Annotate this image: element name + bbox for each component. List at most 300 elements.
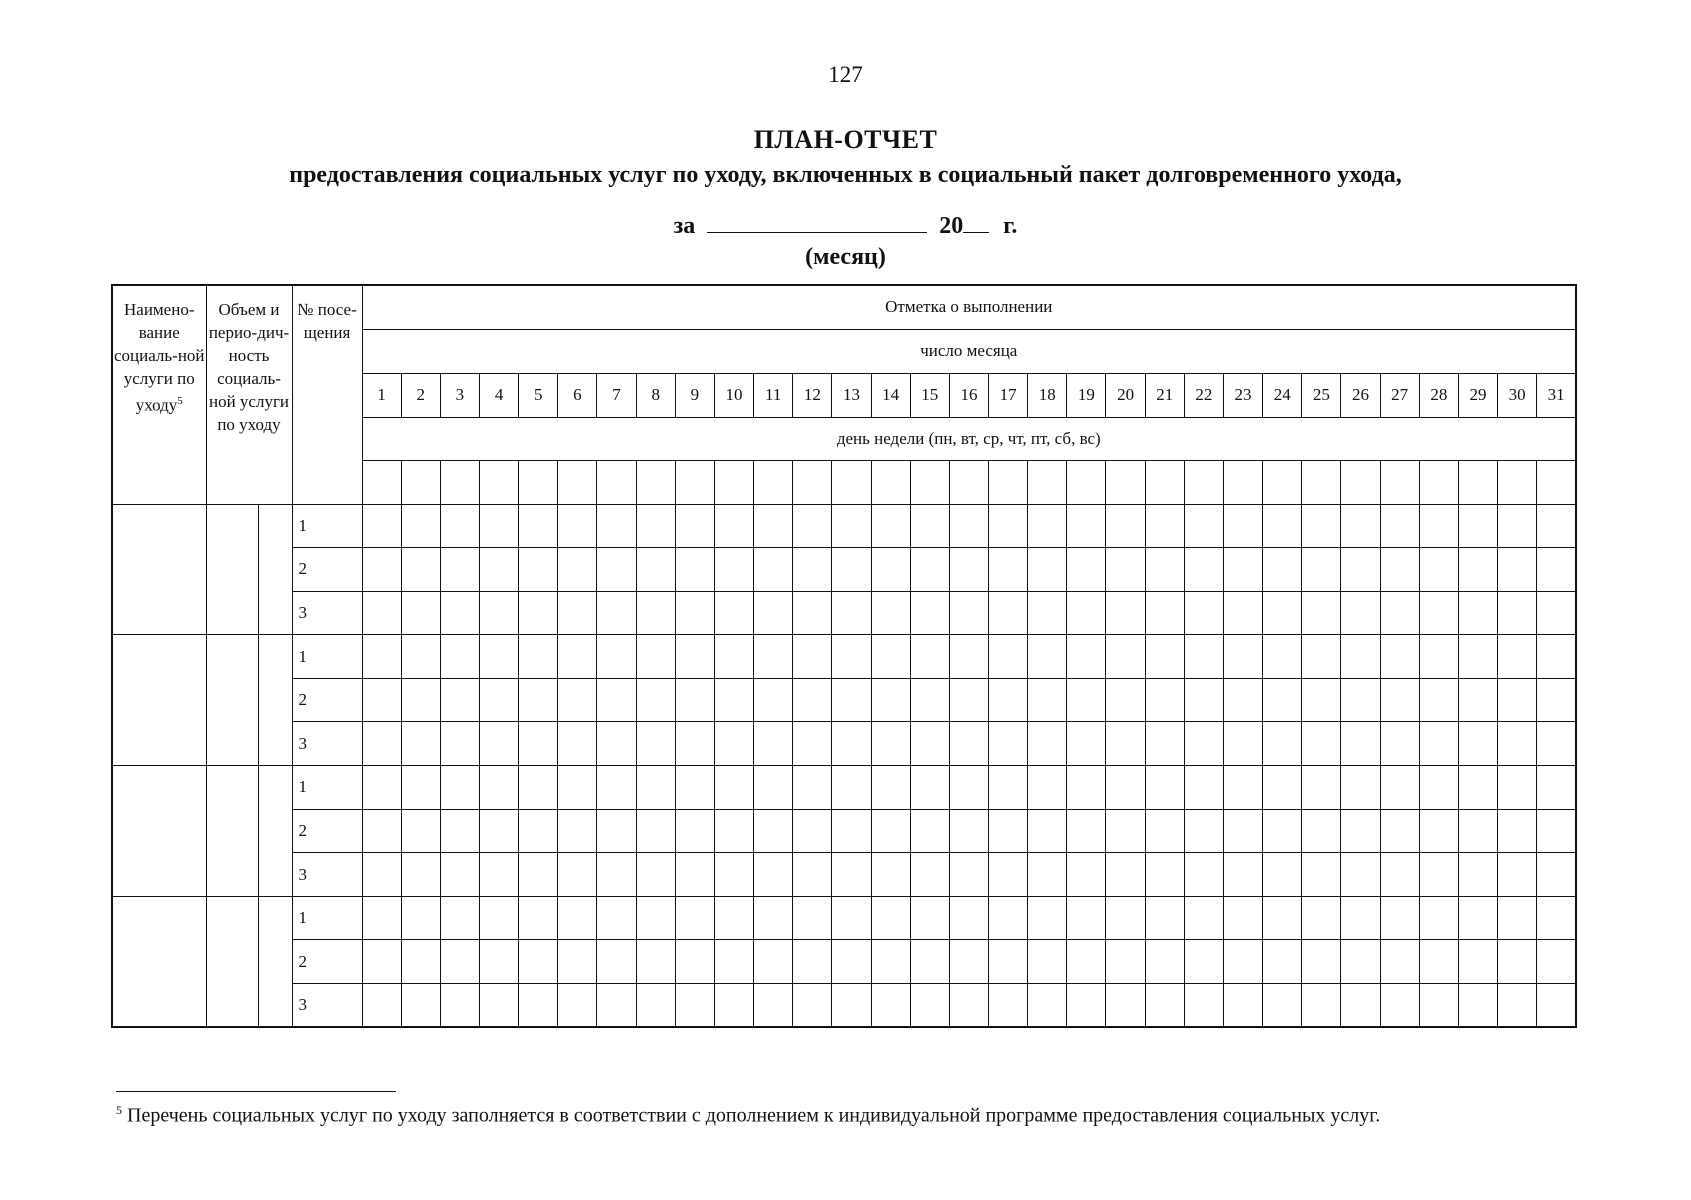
mark-cell[interactable] xyxy=(636,896,675,940)
mark-cell[interactable] xyxy=(1380,766,1419,810)
mark-cell[interactable] xyxy=(519,678,558,722)
mark-cell[interactable] xyxy=(1263,635,1302,679)
mark-cell[interactable] xyxy=(714,853,753,897)
volume-cell[interactable] xyxy=(206,896,258,1027)
mark-cell[interactable] xyxy=(910,940,949,984)
mark-cell[interactable] xyxy=(754,678,793,722)
mark-cell[interactable] xyxy=(1341,548,1380,592)
mark-cell[interactable] xyxy=(832,853,871,897)
mark-cell[interactable] xyxy=(1302,940,1341,984)
mark-cell[interactable] xyxy=(714,548,753,592)
mark-cell[interactable] xyxy=(754,591,793,635)
mark-cell[interactable] xyxy=(597,809,636,853)
mark-cell[interactable] xyxy=(1458,984,1497,1028)
mark-cell[interactable] xyxy=(1458,766,1497,810)
mark-cell[interactable] xyxy=(793,504,832,548)
mark-cell[interactable] xyxy=(1380,809,1419,853)
mark-cell[interactable] xyxy=(558,940,597,984)
mark-cell[interactable] xyxy=(832,984,871,1028)
mark-cell[interactable] xyxy=(1067,678,1106,722)
mark-cell[interactable] xyxy=(558,504,597,548)
mark-cell[interactable] xyxy=(1106,591,1145,635)
mark-cell[interactable] xyxy=(949,809,988,853)
mark-cell[interactable] xyxy=(362,591,401,635)
service-name-cell[interactable] xyxy=(112,766,206,897)
mark-cell[interactable] xyxy=(1263,591,1302,635)
mark-cell[interactable] xyxy=(1537,548,1576,592)
mark-cell[interactable] xyxy=(1341,678,1380,722)
mark-cell[interactable] xyxy=(1419,722,1458,766)
mark-cell[interactable] xyxy=(1145,940,1184,984)
mark-cell[interactable] xyxy=(1223,896,1262,940)
service-name-cell[interactable] xyxy=(112,635,206,766)
mark-cell[interactable] xyxy=(636,809,675,853)
mark-cell[interactable] xyxy=(832,766,871,810)
mark-cell[interactable] xyxy=(1419,548,1458,592)
mark-cell[interactable] xyxy=(871,809,910,853)
mark-cell[interactable] xyxy=(1537,853,1576,897)
mark-cell[interactable] xyxy=(1380,591,1419,635)
mark-cell[interactable] xyxy=(1263,984,1302,1028)
mark-cell[interactable] xyxy=(1419,984,1458,1028)
mark-cell[interactable] xyxy=(519,766,558,810)
mark-cell[interactable] xyxy=(1106,635,1145,679)
mark-cell[interactable] xyxy=(989,766,1028,810)
mark-cell[interactable] xyxy=(558,809,597,853)
mark-cell[interactable] xyxy=(871,504,910,548)
mark-cell[interactable] xyxy=(1380,896,1419,940)
mark-cell[interactable] xyxy=(1028,635,1067,679)
mark-cell[interactable] xyxy=(558,984,597,1028)
weekday-cell-25[interactable] xyxy=(1302,460,1341,504)
mark-cell[interactable] xyxy=(440,940,479,984)
weekday-cell-9[interactable] xyxy=(675,460,714,504)
mark-cell[interactable] xyxy=(401,635,440,679)
mark-cell[interactable] xyxy=(479,504,518,548)
weekday-cell-18[interactable] xyxy=(1028,460,1067,504)
mark-cell[interactable] xyxy=(401,722,440,766)
mark-cell[interactable] xyxy=(989,591,1028,635)
mark-cell[interactable] xyxy=(675,766,714,810)
mark-cell[interactable] xyxy=(714,766,753,810)
mark-cell[interactable] xyxy=(949,504,988,548)
mark-cell[interactable] xyxy=(519,984,558,1028)
mark-cell[interactable] xyxy=(910,896,949,940)
mark-cell[interactable] xyxy=(1380,548,1419,592)
mark-cell[interactable] xyxy=(1223,853,1262,897)
mark-cell[interactable] xyxy=(871,984,910,1028)
mark-cell[interactable] xyxy=(1263,809,1302,853)
mark-cell[interactable] xyxy=(519,896,558,940)
mark-cell[interactable] xyxy=(675,548,714,592)
mark-cell[interactable] xyxy=(1498,548,1537,592)
mark-cell[interactable] xyxy=(754,940,793,984)
mark-cell[interactable] xyxy=(479,853,518,897)
mark-cell[interactable] xyxy=(793,896,832,940)
mark-cell[interactable] xyxy=(1302,504,1341,548)
mark-cell[interactable] xyxy=(1184,722,1223,766)
mark-cell[interactable] xyxy=(675,853,714,897)
mark-cell[interactable] xyxy=(1184,591,1223,635)
mark-cell[interactable] xyxy=(1028,984,1067,1028)
mark-cell[interactable] xyxy=(675,591,714,635)
mark-cell[interactable] xyxy=(401,678,440,722)
mark-cell[interactable] xyxy=(714,722,753,766)
mark-cell[interactable] xyxy=(1067,722,1106,766)
mark-cell[interactable] xyxy=(793,940,832,984)
mark-cell[interactable] xyxy=(1184,809,1223,853)
mark-cell[interactable] xyxy=(1537,722,1576,766)
mark-cell[interactable] xyxy=(832,591,871,635)
weekday-cell-23[interactable] xyxy=(1223,460,1262,504)
mark-cell[interactable] xyxy=(401,504,440,548)
mark-cell[interactable] xyxy=(754,504,793,548)
mark-cell[interactable] xyxy=(1341,940,1380,984)
mark-cell[interactable] xyxy=(1537,766,1576,810)
mark-cell[interactable] xyxy=(1028,722,1067,766)
mark-cell[interactable] xyxy=(1302,591,1341,635)
mark-cell[interactable] xyxy=(910,678,949,722)
mark-cell[interactable] xyxy=(1380,504,1419,548)
mark-cell[interactable] xyxy=(1028,940,1067,984)
mark-cell[interactable] xyxy=(401,591,440,635)
mark-cell[interactable] xyxy=(636,504,675,548)
mark-cell[interactable] xyxy=(1380,635,1419,679)
mark-cell[interactable] xyxy=(558,853,597,897)
mark-cell[interactable] xyxy=(1458,722,1497,766)
mark-cell[interactable] xyxy=(1537,940,1576,984)
mark-cell[interactable] xyxy=(1145,853,1184,897)
mark-cell[interactable] xyxy=(1067,809,1106,853)
mark-cell[interactable] xyxy=(910,809,949,853)
mark-cell[interactable] xyxy=(519,548,558,592)
mark-cell[interactable] xyxy=(793,591,832,635)
mark-cell[interactable] xyxy=(636,853,675,897)
mark-cell[interactable] xyxy=(1028,896,1067,940)
mark-cell[interactable] xyxy=(1498,896,1537,940)
mark-cell[interactable] xyxy=(1067,896,1106,940)
mark-cell[interactable] xyxy=(1419,504,1458,548)
mark-cell[interactable] xyxy=(871,722,910,766)
mark-cell[interactable] xyxy=(675,722,714,766)
mark-cell[interactable] xyxy=(1028,678,1067,722)
mark-cell[interactable] xyxy=(1145,548,1184,592)
mark-cell[interactable] xyxy=(1263,722,1302,766)
mark-cell[interactable] xyxy=(440,591,479,635)
mark-cell[interactable] xyxy=(754,766,793,810)
weekday-cell-6[interactable] xyxy=(558,460,597,504)
mark-cell[interactable] xyxy=(1145,766,1184,810)
mark-cell[interactable] xyxy=(1106,809,1145,853)
mark-cell[interactable] xyxy=(1223,591,1262,635)
periodicity-cell[interactable] xyxy=(258,896,292,1027)
mark-cell[interactable] xyxy=(1145,722,1184,766)
mark-cell[interactable] xyxy=(558,896,597,940)
mark-cell[interactable] xyxy=(1145,984,1184,1028)
weekday-cell-20[interactable] xyxy=(1106,460,1145,504)
mark-cell[interactable] xyxy=(989,548,1028,592)
mark-cell[interactable] xyxy=(832,635,871,679)
mark-cell[interactable] xyxy=(479,984,518,1028)
mark-cell[interactable] xyxy=(519,722,558,766)
mark-cell[interactable] xyxy=(636,678,675,722)
mark-cell[interactable] xyxy=(871,548,910,592)
volume-cell[interactable] xyxy=(206,504,258,635)
mark-cell[interactable] xyxy=(989,678,1028,722)
mark-cell[interactable] xyxy=(1184,504,1223,548)
mark-cell[interactable] xyxy=(1145,678,1184,722)
mark-cell[interactable] xyxy=(714,591,753,635)
mark-cell[interactable] xyxy=(1067,504,1106,548)
mark-cell[interactable] xyxy=(910,853,949,897)
weekday-cell-2[interactable] xyxy=(401,460,440,504)
mark-cell[interactable] xyxy=(1223,722,1262,766)
mark-cell[interactable] xyxy=(1106,853,1145,897)
mark-cell[interactable] xyxy=(793,853,832,897)
mark-cell[interactable] xyxy=(597,591,636,635)
mark-cell[interactable] xyxy=(401,548,440,592)
mark-cell[interactable] xyxy=(910,591,949,635)
volume-cell[interactable] xyxy=(206,635,258,766)
mark-cell[interactable] xyxy=(871,678,910,722)
mark-cell[interactable] xyxy=(1341,896,1380,940)
mark-cell[interactable] xyxy=(597,940,636,984)
mark-cell[interactable] xyxy=(1223,678,1262,722)
mark-cell[interactable] xyxy=(1419,853,1458,897)
mark-cell[interactable] xyxy=(1537,678,1576,722)
mark-cell[interactable] xyxy=(479,722,518,766)
mark-cell[interactable] xyxy=(871,940,910,984)
mark-cell[interactable] xyxy=(1223,940,1262,984)
mark-cell[interactable] xyxy=(1263,896,1302,940)
service-name-cell[interactable] xyxy=(112,896,206,1027)
mark-cell[interactable] xyxy=(832,809,871,853)
mark-cell[interactable] xyxy=(1145,635,1184,679)
mark-cell[interactable] xyxy=(1145,809,1184,853)
mark-cell[interactable] xyxy=(1380,678,1419,722)
mark-cell[interactable] xyxy=(1537,591,1576,635)
mark-cell[interactable] xyxy=(871,896,910,940)
mark-cell[interactable] xyxy=(558,635,597,679)
mark-cell[interactable] xyxy=(1498,940,1537,984)
mark-cell[interactable] xyxy=(754,896,793,940)
mark-cell[interactable] xyxy=(362,766,401,810)
mark-cell[interactable] xyxy=(362,504,401,548)
mark-cell[interactable] xyxy=(1263,940,1302,984)
mark-cell[interactable] xyxy=(1458,591,1497,635)
mark-cell[interactable] xyxy=(1184,548,1223,592)
mark-cell[interactable] xyxy=(871,853,910,897)
mark-cell[interactable] xyxy=(597,678,636,722)
mark-cell[interactable] xyxy=(440,809,479,853)
mark-cell[interactable] xyxy=(989,809,1028,853)
mark-cell[interactable] xyxy=(558,722,597,766)
weekday-cell-10[interactable] xyxy=(714,460,753,504)
mark-cell[interactable] xyxy=(675,678,714,722)
mark-cell[interactable] xyxy=(1302,809,1341,853)
mark-cell[interactable] xyxy=(636,635,675,679)
mark-cell[interactable] xyxy=(1419,896,1458,940)
mark-cell[interactable] xyxy=(1106,940,1145,984)
mark-cell[interactable] xyxy=(636,722,675,766)
weekday-cell-31[interactable] xyxy=(1537,460,1576,504)
mark-cell[interactable] xyxy=(949,678,988,722)
weekday-cell-7[interactable] xyxy=(597,460,636,504)
mark-cell[interactable] xyxy=(1302,984,1341,1028)
mark-cell[interactable] xyxy=(675,504,714,548)
mark-cell[interactable] xyxy=(714,678,753,722)
mark-cell[interactable] xyxy=(871,635,910,679)
mark-cell[interactable] xyxy=(1067,548,1106,592)
mark-cell[interactable] xyxy=(1341,984,1380,1028)
mark-cell[interactable] xyxy=(362,678,401,722)
periodicity-cell[interactable] xyxy=(258,504,292,635)
mark-cell[interactable] xyxy=(949,591,988,635)
mark-cell[interactable] xyxy=(636,548,675,592)
mark-cell[interactable] xyxy=(1067,853,1106,897)
mark-cell[interactable] xyxy=(949,853,988,897)
mark-cell[interactable] xyxy=(597,853,636,897)
mark-cell[interactable] xyxy=(675,896,714,940)
mark-cell[interactable] xyxy=(1498,504,1537,548)
mark-cell[interactable] xyxy=(479,635,518,679)
mark-cell[interactable] xyxy=(440,635,479,679)
mark-cell[interactable] xyxy=(1145,504,1184,548)
mark-cell[interactable] xyxy=(362,940,401,984)
mark-cell[interactable] xyxy=(793,766,832,810)
mark-cell[interactable] xyxy=(949,896,988,940)
mark-cell[interactable] xyxy=(597,984,636,1028)
mark-cell[interactable] xyxy=(871,591,910,635)
mark-cell[interactable] xyxy=(1067,635,1106,679)
mark-cell[interactable] xyxy=(1184,940,1223,984)
mark-cell[interactable] xyxy=(832,548,871,592)
mark-cell[interactable] xyxy=(871,766,910,810)
mark-cell[interactable] xyxy=(910,984,949,1028)
mark-cell[interactable] xyxy=(910,722,949,766)
mark-cell[interactable] xyxy=(1419,678,1458,722)
mark-cell[interactable] xyxy=(1341,853,1380,897)
mark-cell[interactable] xyxy=(636,984,675,1028)
weekday-cell-12[interactable] xyxy=(793,460,832,504)
mark-cell[interactable] xyxy=(1028,853,1067,897)
mark-cell[interactable] xyxy=(1341,766,1380,810)
mark-cell[interactable] xyxy=(1184,984,1223,1028)
mark-cell[interactable] xyxy=(1498,766,1537,810)
weekday-cell-13[interactable] xyxy=(832,460,871,504)
mark-cell[interactable] xyxy=(1067,984,1106,1028)
mark-cell[interactable] xyxy=(989,722,1028,766)
mark-cell[interactable] xyxy=(1498,722,1537,766)
mark-cell[interactable] xyxy=(440,722,479,766)
mark-cell[interactable] xyxy=(832,722,871,766)
mark-cell[interactable] xyxy=(793,722,832,766)
mark-cell[interactable] xyxy=(714,809,753,853)
mark-cell[interactable] xyxy=(1184,853,1223,897)
mark-cell[interactable] xyxy=(1263,678,1302,722)
weekday-cell-16[interactable] xyxy=(949,460,988,504)
mark-cell[interactable] xyxy=(949,984,988,1028)
mark-cell[interactable] xyxy=(479,766,518,810)
mark-cell[interactable] xyxy=(1028,809,1067,853)
mark-cell[interactable] xyxy=(1302,548,1341,592)
mark-cell[interactable] xyxy=(1067,940,1106,984)
mark-cell[interactable] xyxy=(989,940,1028,984)
weekday-cell-3[interactable] xyxy=(440,460,479,504)
mark-cell[interactable] xyxy=(362,853,401,897)
mark-cell[interactable] xyxy=(519,940,558,984)
mark-cell[interactable] xyxy=(1302,896,1341,940)
mark-cell[interactable] xyxy=(479,548,518,592)
mark-cell[interactable] xyxy=(1419,940,1458,984)
mark-cell[interactable] xyxy=(1537,809,1576,853)
weekday-cell-26[interactable] xyxy=(1341,460,1380,504)
mark-cell[interactable] xyxy=(832,504,871,548)
mark-cell[interactable] xyxy=(1341,722,1380,766)
mark-cell[interactable] xyxy=(558,548,597,592)
mark-cell[interactable] xyxy=(479,896,518,940)
mark-cell[interactable] xyxy=(401,853,440,897)
mark-cell[interactable] xyxy=(1302,766,1341,810)
mark-cell[interactable] xyxy=(1341,504,1380,548)
mark-cell[interactable] xyxy=(793,635,832,679)
mark-cell[interactable] xyxy=(1380,853,1419,897)
mark-cell[interactable] xyxy=(1498,809,1537,853)
mark-cell[interactable] xyxy=(1537,504,1576,548)
mark-cell[interactable] xyxy=(1419,591,1458,635)
weekday-cell-17[interactable] xyxy=(989,460,1028,504)
mark-cell[interactable] xyxy=(832,678,871,722)
mark-cell[interactable] xyxy=(519,591,558,635)
weekday-cell-21[interactable] xyxy=(1145,460,1184,504)
mark-cell[interactable] xyxy=(1302,635,1341,679)
mark-cell[interactable] xyxy=(401,766,440,810)
mark-cell[interactable] xyxy=(1223,766,1262,810)
mark-cell[interactable] xyxy=(362,809,401,853)
mark-cell[interactable] xyxy=(440,504,479,548)
periodicity-cell[interactable] xyxy=(258,766,292,897)
mark-cell[interactable] xyxy=(754,984,793,1028)
mark-cell[interactable] xyxy=(1223,504,1262,548)
mark-cell[interactable] xyxy=(1263,548,1302,592)
mark-cell[interactable] xyxy=(714,896,753,940)
mark-cell[interactable] xyxy=(1380,984,1419,1028)
mark-cell[interactable] xyxy=(1498,853,1537,897)
mark-cell[interactable] xyxy=(989,896,1028,940)
mark-cell[interactable] xyxy=(910,548,949,592)
mark-cell[interactable] xyxy=(1223,635,1262,679)
mark-cell[interactable] xyxy=(949,635,988,679)
mark-cell[interactable] xyxy=(1380,940,1419,984)
mark-cell[interactable] xyxy=(1106,896,1145,940)
weekday-cell-15[interactable] xyxy=(910,460,949,504)
mark-cell[interactable] xyxy=(362,722,401,766)
mark-cell[interactable] xyxy=(1380,722,1419,766)
mark-cell[interactable] xyxy=(949,722,988,766)
mark-cell[interactable] xyxy=(479,591,518,635)
mark-cell[interactable] xyxy=(1458,853,1497,897)
weekday-cell-1[interactable] xyxy=(362,460,401,504)
mark-cell[interactable] xyxy=(675,635,714,679)
mark-cell[interactable] xyxy=(362,896,401,940)
mark-cell[interactable] xyxy=(1458,678,1497,722)
mark-cell[interactable] xyxy=(1184,678,1223,722)
weekday-cell-5[interactable] xyxy=(519,460,558,504)
mark-cell[interactable] xyxy=(479,678,518,722)
mark-cell[interactable] xyxy=(1419,809,1458,853)
mark-cell[interactable] xyxy=(832,940,871,984)
mark-cell[interactable] xyxy=(1223,548,1262,592)
